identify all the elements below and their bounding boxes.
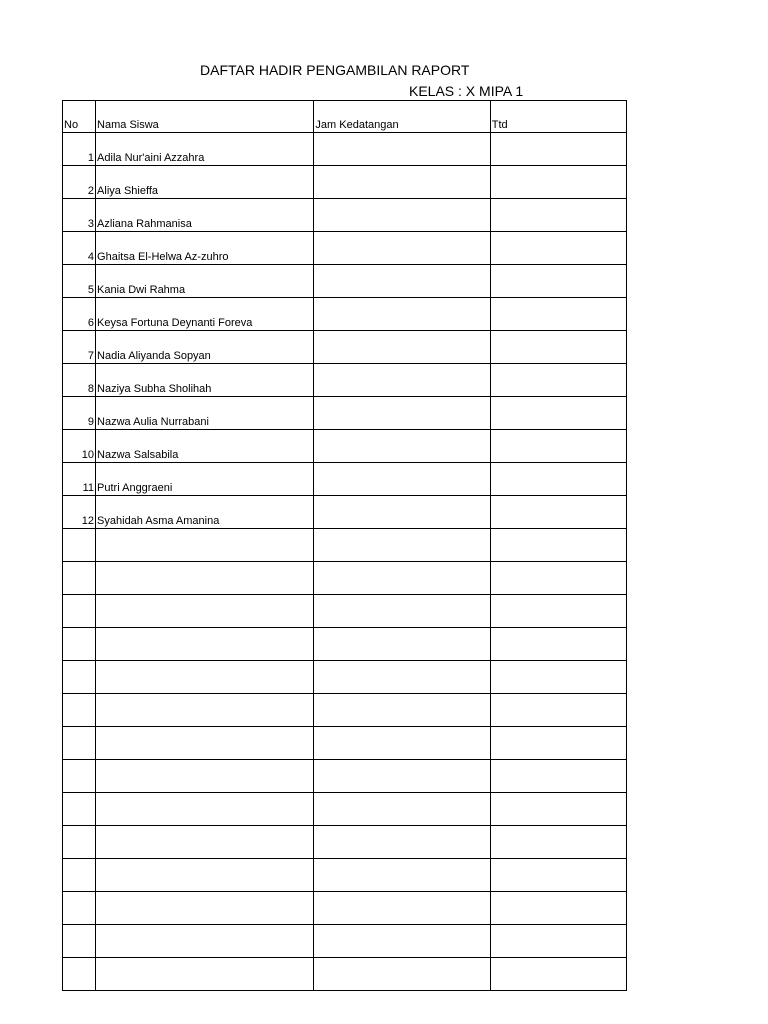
cell-arrival-time	[314, 958, 490, 991]
cell-arrival-time	[314, 331, 490, 364]
header-no: No	[63, 101, 96, 133]
cell-no: 10	[63, 430, 96, 463]
cell-student-name	[96, 529, 314, 562]
cell-student-name	[96, 793, 314, 826]
cell-signature	[490, 826, 626, 859]
cell-student-name	[96, 826, 314, 859]
cell-arrival-time	[314, 265, 490, 298]
table-row	[63, 562, 627, 595]
header-name: Nama Siswa	[96, 101, 314, 133]
cell-signature	[490, 859, 626, 892]
cell-signature	[490, 463, 626, 496]
table-row	[63, 793, 627, 826]
cell-arrival-time	[314, 496, 490, 529]
cell-arrival-time	[314, 529, 490, 562]
cell-student-name: Putri Anggraeni	[96, 463, 314, 496]
cell-arrival-time	[314, 925, 490, 958]
cell-arrival-time	[314, 727, 490, 760]
attendance-table	[62, 100, 627, 991]
cell-signature	[490, 727, 626, 760]
cell-arrival-time	[314, 133, 490, 166]
cell-no: 9	[63, 397, 96, 430]
cell-student-name: Aliya Shieffa	[96, 166, 314, 199]
cell-student-name: Keysa Fortuna Deynanti Foreva	[96, 298, 314, 331]
cell-no: 2	[63, 166, 96, 199]
table-row	[63, 694, 627, 727]
cell-student-name: Nazwa Salsabila	[96, 430, 314, 463]
cell-no	[63, 958, 96, 991]
cell-signature	[490, 595, 626, 628]
cell-arrival-time	[314, 892, 490, 925]
table-row	[63, 199, 627, 232]
cell-no	[63, 727, 96, 760]
cell-signature	[490, 958, 626, 991]
cell-student-name	[96, 628, 314, 661]
class-label: KELAS : X MIPA 1	[409, 83, 524, 99]
cell-no	[63, 859, 96, 892]
cell-student-name	[96, 859, 314, 892]
table-header-row	[63, 101, 627, 133]
cell-signature	[490, 793, 626, 826]
cell-student-name: Azliana Rahmanisa	[96, 199, 314, 232]
cell-signature	[490, 265, 626, 298]
cell-student-name: Syahidah Asma Amanina	[96, 496, 314, 529]
cell-arrival-time	[314, 793, 490, 826]
cell-arrival-time	[314, 595, 490, 628]
cell-signature	[490, 199, 626, 232]
cell-student-name: Naziya Subha Sholihah	[96, 364, 314, 397]
table-row	[63, 958, 627, 991]
cell-arrival-time	[314, 628, 490, 661]
cell-no: 6	[63, 298, 96, 331]
table-row	[63, 628, 627, 661]
header-signature: Ttd	[490, 101, 626, 133]
cell-signature	[490, 430, 626, 463]
header-arrival-time: Jam Kedatangan	[314, 101, 490, 133]
table-row	[63, 133, 627, 166]
cell-student-name	[96, 925, 314, 958]
cell-signature	[490, 694, 626, 727]
cell-student-name	[96, 661, 314, 694]
cell-signature	[490, 496, 626, 529]
cell-arrival-time	[314, 562, 490, 595]
cell-no	[63, 628, 96, 661]
cell-signature	[490, 298, 626, 331]
cell-no	[63, 661, 96, 694]
table-row	[63, 463, 627, 496]
cell-no: 5	[63, 265, 96, 298]
cell-no	[63, 925, 96, 958]
cell-no: 4	[63, 232, 96, 265]
cell-arrival-time	[314, 463, 490, 496]
table-row	[63, 760, 627, 793]
cell-student-name	[96, 958, 314, 991]
cell-signature	[490, 529, 626, 562]
cell-student-name: Adila Nur'aini Azzahra	[96, 133, 314, 166]
cell-arrival-time	[314, 364, 490, 397]
cell-no	[63, 694, 96, 727]
table-row	[63, 298, 627, 331]
cell-no	[63, 595, 96, 628]
table-row	[63, 826, 627, 859]
table-row	[63, 331, 627, 364]
cell-arrival-time	[314, 760, 490, 793]
table-row	[63, 265, 627, 298]
cell-student-name	[96, 760, 314, 793]
cell-student-name	[96, 727, 314, 760]
cell-student-name	[96, 892, 314, 925]
table-row	[63, 430, 627, 463]
cell-signature	[490, 628, 626, 661]
table-row	[63, 925, 627, 958]
cell-no: 12	[63, 496, 96, 529]
cell-signature	[490, 925, 626, 958]
table-row	[63, 529, 627, 562]
table-row	[63, 397, 627, 430]
cell-arrival-time	[314, 694, 490, 727]
cell-no: 8	[63, 364, 96, 397]
cell-student-name: Nazwa Aulia Nurrabani	[96, 397, 314, 430]
cell-arrival-time	[314, 232, 490, 265]
table-row	[63, 727, 627, 760]
cell-student-name: Kania Dwi Rahma	[96, 265, 314, 298]
cell-student-name: Nadia Aliyanda Sopyan	[96, 331, 314, 364]
cell-arrival-time	[314, 397, 490, 430]
cell-no	[63, 826, 96, 859]
table-row	[63, 232, 627, 265]
cell-student-name	[96, 562, 314, 595]
cell-signature	[490, 661, 626, 694]
cell-no	[63, 760, 96, 793]
cell-no: 1	[63, 133, 96, 166]
cell-signature	[490, 760, 626, 793]
cell-signature	[490, 331, 626, 364]
table-row	[63, 892, 627, 925]
cell-no	[63, 529, 96, 562]
cell-signature	[490, 364, 626, 397]
cell-signature	[490, 562, 626, 595]
cell-no: 3	[63, 199, 96, 232]
table-row	[63, 496, 627, 529]
cell-no	[63, 562, 96, 595]
cell-arrival-time	[314, 199, 490, 232]
cell-arrival-time	[314, 430, 490, 463]
cell-student-name	[96, 595, 314, 628]
cell-arrival-time	[314, 826, 490, 859]
table-row	[63, 859, 627, 892]
cell-arrival-time	[314, 166, 490, 199]
cell-no: 7	[63, 331, 96, 364]
cell-arrival-time	[314, 859, 490, 892]
table-row	[63, 364, 627, 397]
cell-no	[63, 892, 96, 925]
cell-student-name	[96, 694, 314, 727]
document-title: DAFTAR HADIR PENGAMBILAN RAPORT	[200, 62, 470, 78]
cell-arrival-time	[314, 661, 490, 694]
table-row	[63, 661, 627, 694]
cell-no	[63, 793, 96, 826]
cell-signature	[490, 892, 626, 925]
cell-signature	[490, 133, 626, 166]
table-row	[63, 166, 627, 199]
cell-no: 11	[63, 463, 96, 496]
cell-signature	[490, 232, 626, 265]
cell-signature	[490, 166, 626, 199]
table-row	[63, 595, 627, 628]
cell-student-name: Ghaitsa El-Helwa Az-zuhro	[96, 232, 314, 265]
cell-arrival-time	[314, 298, 490, 331]
cell-signature	[490, 397, 626, 430]
